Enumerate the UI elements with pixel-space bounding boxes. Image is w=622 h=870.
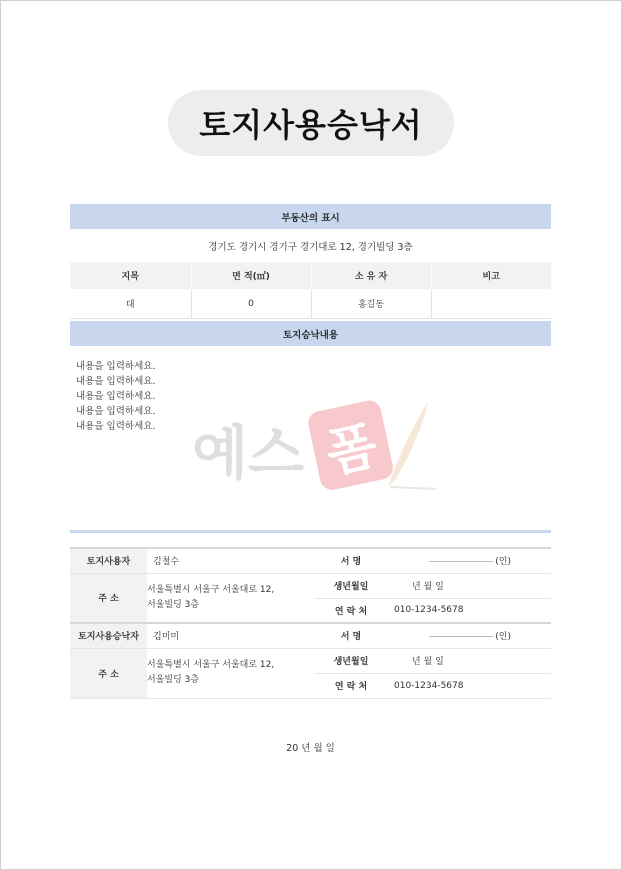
owner-cell[interactable]: 홍길동: [311, 289, 431, 319]
grantor-name[interactable]: 김미미: [147, 623, 314, 648]
grantor-signature-field[interactable]: [388, 623, 551, 648]
svg-text:예스: 예스: [192, 419, 305, 487]
user-address-label: 주 소: [70, 573, 147, 623]
column-header: 소 유 자: [311, 262, 431, 289]
column-header: 비고: [431, 262, 551, 289]
seal-mark: (인): [495, 632, 511, 643]
yesform-watermark-logo: [192, 395, 442, 495]
svg-text:폼: 폼: [320, 415, 383, 485]
user-phone-label: 연 락 처: [314, 598, 388, 623]
content-line: 내용을 입력하세요.: [76, 421, 156, 432]
user-birth-date[interactable]: 년 월 일: [388, 573, 551, 598]
signature-line: [429, 636, 493, 637]
grantor-phone-label: 연 락 처: [314, 673, 388, 698]
column-header: 면 적(㎡): [191, 262, 311, 289]
content-line: 내용을 입력하세요.: [76, 391, 156, 402]
property-table: [70, 262, 551, 319]
address-line: 서울특별시 서울구 서울대로 12,: [147, 584, 275, 595]
grantor-birth-date[interactable]: 년 월 일: [388, 648, 551, 673]
content-body[interactable]: [76, 359, 155, 434]
grantor-label: 토지사용승낙자: [70, 623, 147, 648]
remarks-cell[interactable]: [431, 289, 551, 319]
table-row: [70, 548, 551, 573]
user-birth-label: 생년월일: [314, 573, 388, 598]
content-section-header: 토지승낙내용: [70, 321, 551, 346]
property-table-header: [70, 262, 551, 289]
table-row: [70, 623, 551, 648]
content-line: 내용을 입력하세요.: [76, 406, 156, 417]
land-type-cell[interactable]: 대: [70, 289, 191, 319]
content-line: 내용을 입력하세요.: [76, 361, 156, 372]
property-section-header: 부동산의 표시: [70, 204, 551, 229]
document-title: 토지사용승낙서: [168, 90, 454, 156]
document-date[interactable]: 20 년 월 일: [286, 743, 335, 754]
content-line: 내용을 입력하세요.: [76, 376, 156, 387]
address-line: 서울빌딩 3층: [147, 599, 200, 610]
party-table: [70, 547, 551, 699]
user-signature-field[interactable]: [388, 548, 551, 573]
user-label: 토지사용자: [70, 548, 147, 573]
section-divider: [70, 530, 551, 533]
user-name[interactable]: 김철수: [147, 548, 314, 573]
user-phone[interactable]: 010-1234-5678: [388, 598, 551, 623]
address-line: 서울특별시 서울구 서울대로 12,: [147, 660, 275, 670]
table-row: [70, 573, 551, 598]
property-address: 경기도 경기시 경기구 경기대로 12, 경기빌딩 3층: [208, 242, 413, 253]
grantor-sign-label: 서 명: [314, 623, 388, 648]
grantor-address[interactable]: [147, 648, 314, 698]
table-row: [70, 289, 551, 319]
table-row: [70, 648, 551, 673]
address-line: 서울빌딩 3층: [147, 675, 200, 685]
user-address[interactable]: [147, 573, 314, 623]
user-sign-label: 서 명: [314, 548, 388, 573]
area-cell[interactable]: 0: [191, 289, 311, 319]
grantor-birth-label: 생년월일: [314, 648, 388, 673]
column-header: 지목: [70, 262, 191, 289]
grantor-address-label: 주 소: [70, 648, 147, 698]
seal-mark: (인): [495, 557, 511, 568]
signature-line: [429, 561, 493, 562]
grantor-phone[interactable]: 010-1234-5678: [388, 673, 551, 698]
